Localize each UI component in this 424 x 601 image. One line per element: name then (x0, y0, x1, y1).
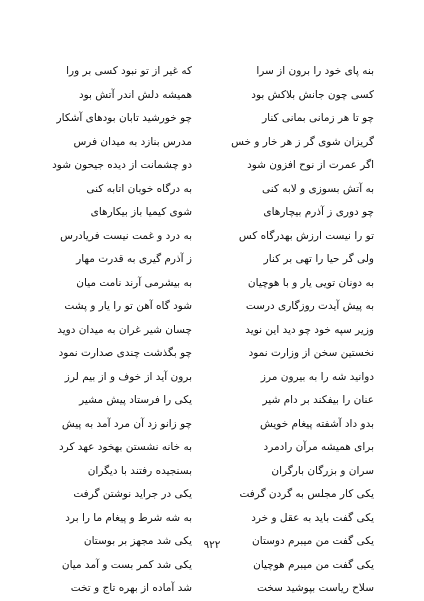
verse-line: وزیر سپه خود چو دید این نوید (245, 323, 374, 336)
verse-line: چو خورشید تابان بودهای آشکار (56, 112, 192, 124)
verse-line: شود گاه آهن تو را یار و پشت (64, 300, 192, 312)
verse-line: عنان را بیفکند بر دام شیر (262, 394, 374, 406)
verse-line: بنه پای خود را برون از سرا (256, 65, 374, 77)
verse-line: ولی گر حیا را تهی بر کنار (263, 253, 374, 265)
verse-line: چسان شیر غران به میدان دوید (57, 323, 192, 336)
verse-line: یکی شد کمر بست و آمد میان (61, 558, 192, 571)
verse-line: مدرس بنازد به میدان فرس (73, 135, 192, 148)
poem-column-right (224, 60, 374, 601)
verse-line: بدو داد آشفته پیغام خویش (259, 417, 374, 430)
verse-line: به شه شرط و پیغام ما را برد (65, 511, 192, 524)
verse-line: چو دوری ز آذرم بیچارهای (263, 206, 374, 218)
verse-line: کسی چون جانش بلاکش بود (251, 88, 374, 101)
verse-line: گریزان شوی گر ز هر خار و خس (231, 135, 374, 148)
verse-line: شوی کیمیا باز بیکارهای (90, 206, 192, 218)
verse-line: به آتش بسوزی و لابه کنی (262, 182, 374, 195)
verse-line: چو زانو زد آن مرد آمد به پیش (61, 417, 192, 430)
verse-line: ز آذرم گیری به قدرت مهار (76, 253, 192, 265)
verse-line: یکی شد مجهز بر بوستان (83, 535, 192, 547)
verse-line: دوانید شه را به بیرون مرز (260, 370, 374, 383)
verse-line: نخستین سخن از وزارت نمود (248, 347, 374, 359)
verse-line: به درد و غمت نیست فریادرس (60, 229, 192, 242)
verse-line: یکی گفت من میبرم دوستان (252, 535, 374, 547)
verse-line: تو را نیست ارزش بهدرگاه کس (238, 229, 374, 242)
verse-line: به درگاه خوبان اتابه کنی (86, 182, 192, 195)
verse-line: سران و بزرگان بارگران (271, 464, 374, 477)
verse-line: به بیشرمی آرند نامت میان (76, 276, 192, 289)
verse-line: که غیر از تو نبود کسی بر ورا (66, 65, 192, 77)
verse-line: یکی را فرستاد پیش مشیر (79, 394, 192, 406)
verse-line: یکی گفت باید به عقل و خرد (251, 511, 374, 524)
verse-line: یکی گفت من میبرم هوچیان (253, 558, 374, 571)
verse-line: به پیش آیدت روزگاری درست (245, 300, 374, 312)
poem-column-left (42, 60, 192, 601)
verse-line: چو تا هر زمانی بمانی کنار (262, 112, 374, 124)
verse-line: به خانه نشستن بهخود عهد کرد (58, 441, 192, 453)
verse-line: برون آید از خوف و از بیم لرز (64, 370, 192, 383)
page-number: ۹۲۲ (203, 539, 221, 551)
verse-line: به دونان تویی یار و با هوچیان (247, 276, 374, 289)
verse-line: یکی در جراید نوشتن گرفت (73, 488, 192, 500)
verse-line: دو چشمانت از دیده جیحون شود (52, 159, 192, 171)
verse-line: اگر عمرت از نوح افزون شود (247, 159, 374, 171)
verse-line: سلاح ریاست بپوشید سخت (256, 582, 374, 594)
verse-line: شد آماده از بهره تاج و تخت (70, 582, 192, 594)
verse-line: برای همیشه مرآن رادمرد (263, 441, 374, 453)
verse-line: چو بگذشت چندی صدارت نمود (58, 347, 192, 359)
verse-line: یکی کار مجلس به گردن گرفت (239, 488, 374, 500)
verse-line: همیشه دلش اندر آتش بود (78, 88, 192, 101)
verse-line: بسنجیده رفتند با دیگران (87, 464, 192, 477)
